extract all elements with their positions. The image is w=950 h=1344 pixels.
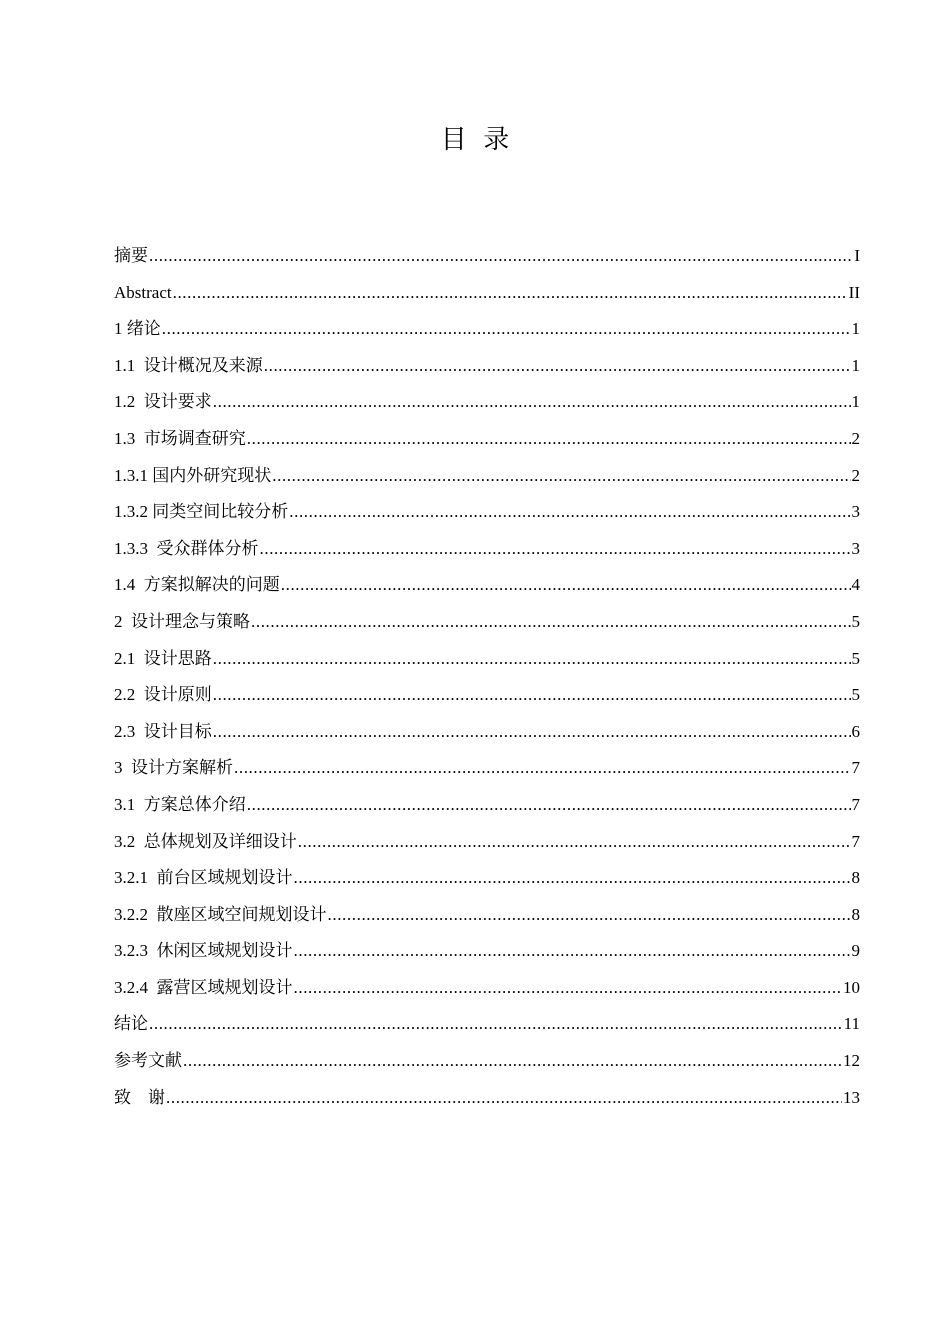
toc-entry-label: 参考文献 <box>114 1051 182 1071</box>
toc-entry-page: 12 <box>843 1051 860 1071</box>
toc-entry-label: 致 谢 <box>114 1087 165 1107</box>
toc-dot-leader <box>173 275 848 312</box>
toc-dot-leader <box>149 1006 843 1043</box>
toc-entry-conclusion[interactable] <box>114 1006 860 1043</box>
toc-entry-label: 1.2 设计要求 <box>114 392 212 412</box>
toc-entry-page: 7 <box>851 794 860 814</box>
toc-entry-1-4[interactable] <box>114 567 860 604</box>
toc-entry-page: 2 <box>851 465 860 485</box>
toc-dot-leader <box>247 787 851 824</box>
toc-dot-leader <box>294 860 851 897</box>
toc-entry-1-3-2[interactable] <box>114 494 860 531</box>
toc-entry-label: 3.2.2 散座区域空间规划设计 <box>114 904 327 924</box>
toc-entry-label: 摘要 <box>114 246 148 265</box>
toc-entry-references[interactable] <box>114 1043 860 1080</box>
toc-dot-leader <box>264 348 851 385</box>
toc-entry-page: 3 <box>851 538 860 558</box>
toc-entry-1-3-3[interactable] <box>114 531 860 568</box>
toc-dot-leader <box>298 824 851 861</box>
toc-dot-leader <box>289 494 850 531</box>
toc-entry-3-2-2[interactable] <box>114 897 860 934</box>
toc-dot-leader <box>149 238 853 275</box>
toc-entry-label: 3.1 方案总体介绍 <box>114 794 246 814</box>
toc-entry-page: 7 <box>851 758 860 778</box>
toc-entry-page: 5 <box>851 685 860 705</box>
page-title: 目 录 <box>440 125 510 155</box>
toc-entry-1[interactable] <box>114 311 860 348</box>
toc-entry-page: 2 <box>851 428 860 448</box>
table-of-contents <box>114 238 860 1116</box>
toc-entry-3-2[interactable] <box>114 824 860 861</box>
toc-entry-2-1[interactable] <box>114 641 860 678</box>
toc-entry-label: 2.3 设计目标 <box>114 721 212 741</box>
toc-entry-2[interactable] <box>114 604 860 641</box>
toc-entry-page: 5 <box>851 648 860 668</box>
toc-dot-leader <box>213 714 851 751</box>
toc-dot-leader <box>260 531 851 568</box>
toc-entry-label: 结论 <box>114 1014 148 1034</box>
toc-entry-page: 6 <box>851 721 860 741</box>
toc-entry-page: 8 <box>851 868 860 888</box>
toc-entry-3-2-4[interactable] <box>114 970 860 1007</box>
toc-entry-2-2[interactable] <box>114 677 860 714</box>
toc-entry-page: 7 <box>851 831 860 851</box>
toc-entry-label: 2 设计理念与策略 <box>114 611 250 631</box>
toc-entry-page: 1 <box>851 355 860 375</box>
toc-entry-page: 1 <box>851 319 860 339</box>
toc-entry-page: 3 <box>851 502 860 522</box>
toc-entry-3-2-1[interactable] <box>114 860 860 897</box>
toc-entry-label: 3.2.3 休闲区域规划设计 <box>114 941 293 961</box>
toc-entry-page: 1 <box>851 392 860 412</box>
toc-entry-label: 3.2.1 前台区域规划设计 <box>114 868 293 888</box>
toc-entry-label: 1.3.2 同类空间比较分析 <box>114 502 289 522</box>
toc-entry-page: 5 <box>851 611 860 631</box>
toc-entry-label: 1.4 方案拟解决的问题 <box>114 575 280 595</box>
toc-entry-label: 1.3.3 受众群体分析 <box>114 538 259 558</box>
toc-entry-page: 13 <box>843 1087 860 1107</box>
toc-entry-label: 1 绪论 <box>114 319 161 339</box>
toc-entry-abstract-cn[interactable] <box>114 238 860 275</box>
toc-entry-1-2[interactable] <box>114 384 860 421</box>
toc-entry-page: I <box>854 246 860 265</box>
toc-entry-1-3-1[interactable] <box>114 458 860 495</box>
toc-entry-label: 3.2.4 露营区域规划设计 <box>114 977 293 997</box>
toc-entry-label: 3 设计方案解析 <box>114 758 233 778</box>
toc-entry-page: 9 <box>851 941 860 961</box>
toc-entry-1-3[interactable] <box>114 421 860 458</box>
toc-entry-label: 2.2 设计原则 <box>114 685 212 705</box>
toc-entry-label: 3.2 总体规划及详细设计 <box>114 831 297 851</box>
toc-entry-label: Abstract <box>114 282 172 302</box>
toc-dot-leader <box>213 384 851 421</box>
toc-dot-leader <box>272 458 850 495</box>
toc-entry-2-3[interactable] <box>114 714 860 751</box>
toc-dot-leader <box>294 970 843 1007</box>
toc-entry-abstract-en[interactable] <box>114 275 860 312</box>
toc-dot-leader <box>234 750 851 787</box>
toc-dot-leader <box>213 641 851 678</box>
toc-dot-leader <box>166 1080 842 1117</box>
toc-entry-page: 4 <box>851 575 860 595</box>
toc-entry-page: II <box>848 282 860 302</box>
toc-entry-label: 1.3.1 国内外研究现状 <box>114 465 272 485</box>
toc-entry-3-1[interactable] <box>114 787 860 824</box>
toc-dot-leader <box>328 897 851 934</box>
toc-dot-leader <box>213 677 851 714</box>
toc-entry-label: 1.3 市场调查研究 <box>114 428 246 448</box>
toc-entry-page: 8 <box>851 904 860 924</box>
toc-entry-label: 1.1 设计概况及来源 <box>114 355 263 375</box>
toc-entry-label: 2.1 设计思路 <box>114 648 212 668</box>
toc-dot-leader <box>247 421 851 458</box>
toc-dot-leader <box>281 567 851 604</box>
toc-dot-leader <box>162 311 851 348</box>
toc-entry-1-1[interactable] <box>114 348 860 385</box>
toc-entry-page: 10 <box>843 977 860 997</box>
toc-dot-leader <box>294 933 851 970</box>
toc-dot-leader <box>183 1043 842 1080</box>
toc-entry-3[interactable] <box>114 750 860 787</box>
toc-dot-leader <box>251 604 851 641</box>
toc-entry-page: 11 <box>843 1014 860 1034</box>
toc-entry-acknowledgements[interactable] <box>114 1080 860 1117</box>
toc-entry-3-2-3[interactable] <box>114 933 860 970</box>
